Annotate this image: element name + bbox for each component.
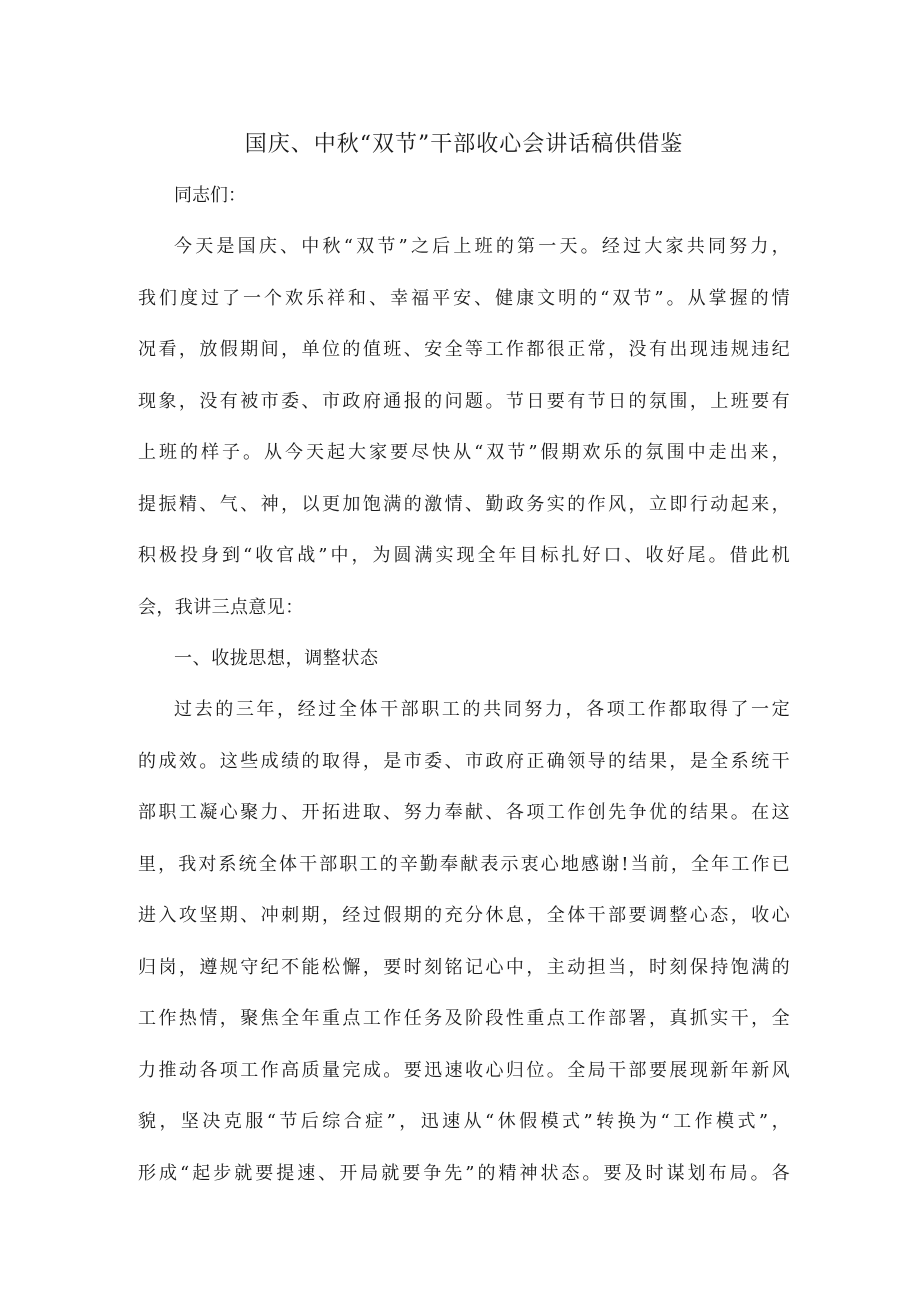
paragraph-line: 形成“起步就要提速、开局就要争先”的精神状态。要及时谋划布局。各 — [138, 1162, 790, 1184]
section-heading: 一、收拢思想，调整状态 — [174, 648, 379, 669]
paragraph-line: 况看，放假期间，单位的值班、安全等工作都很正常，没有出现违规违纪 — [138, 339, 790, 360]
paragraph-line: 积极投身到“收官战”中，为圆满实现全年目标扎好口、收好尾。借此机 — [138, 545, 790, 566]
document-body — [138, 122, 790, 1199]
paragraph-line: 进入攻坚期、冲刺期，经过假期的充分休息，全体干部要调整心态，收心 — [138, 905, 790, 926]
paragraph-line: 里，我对系统全体干部职工的辛勤奉献表示衷心地感谢!当前，全年工作已 — [138, 853, 790, 875]
paragraph-line: 会，我讲三点意见： — [138, 596, 304, 618]
paragraph-line: 归岗，遵规守纪不能松懈，要时刻铭记心中，主动担当，时刻保持饱满的 — [138, 956, 790, 978]
salutation: 同志们： — [174, 185, 246, 206]
paragraph-intro — [138, 221, 790, 633]
paragraph-line: 工作热情，聚焦全年重点工作任务及阶段性重点工作部署，真抓实干，全 — [138, 1008, 790, 1029]
paragraph-line: 力推动各项工作高质量完成。要迅速收心归位。全局干部要展现新年新风 — [138, 1059, 790, 1081]
paragraph-line: 的成效。这些成绩的取得，是市委、市政府正确领导的结果，是全系统干 — [138, 750, 790, 772]
paragraph-line: 貌，坚决克服“节后综合症”，迅速从“休假模式”转换为“工作模式”， — [138, 1111, 790, 1132]
document-title: 国庆、中秋“双节”干部收心会讲话稿供借鉴 — [244, 132, 684, 157]
paragraph-section-one — [138, 684, 790, 1199]
paragraph-line: 部职工凝心聚力、开拓进取、努力奉献、各项工作创先争优的结果。在这 — [138, 802, 790, 823]
paragraph-line: 上班的样子。从今天起大家要尽快从“双节”假期欢乐的氛围中走出来， — [138, 442, 790, 463]
paragraph-line: 提振精、气、神，以更加饱满的激情、勤政务实的作风，立即行动起来， — [138, 493, 790, 515]
paragraph-line: 过去的三年，经过全体干部职工的共同努力，各项工作都取得了一定 — [174, 699, 790, 720]
paragraph-line: 今天是国庆、中秋“双节”之后上班的第一天。经过大家共同努力， — [174, 236, 790, 257]
paragraph-line: 我们度过了一个欢乐祥和、幸福平安、健康文明的“双节”。从掌握的情 — [138, 287, 790, 309]
paragraph-line: 现象，没有被市委、市政府通报的问题。节日要有节日的氛围，上班要有 — [138, 390, 790, 412]
